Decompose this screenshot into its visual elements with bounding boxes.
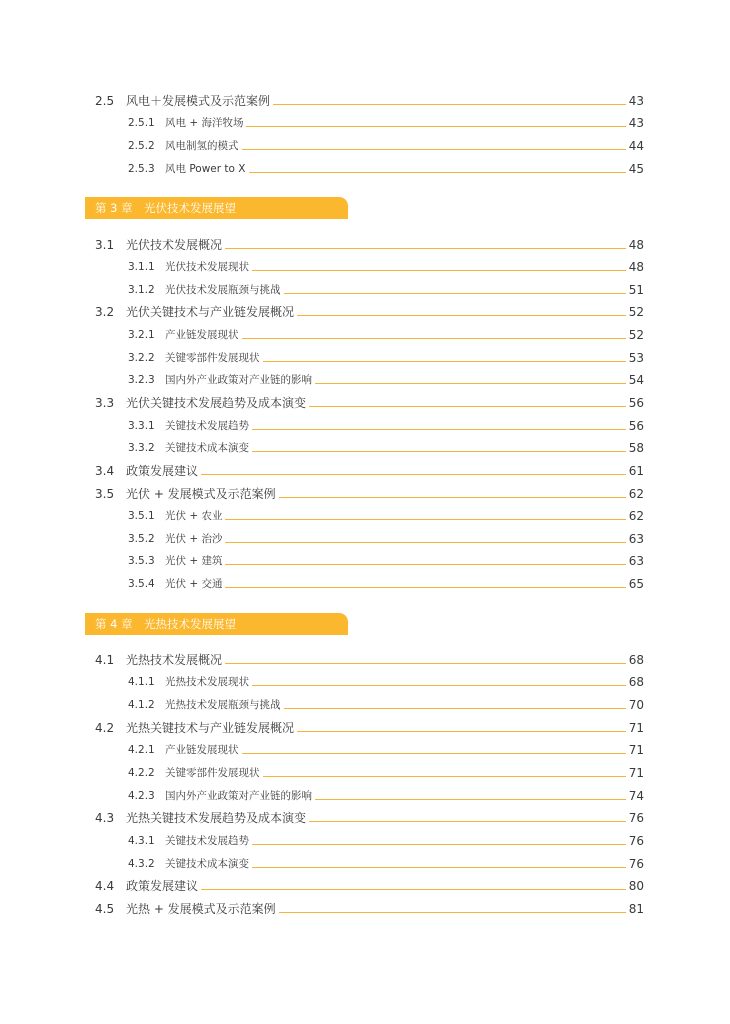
toc-subsection-entry[interactable] xyxy=(0,137,730,155)
chapter-number: 第 3 章 xyxy=(95,201,133,215)
entry-page-number: 62 xyxy=(628,487,644,501)
entry-number: 4.3.1 xyxy=(128,835,155,847)
dot-leader xyxy=(315,799,626,800)
toc-subsection-entry[interactable] xyxy=(0,349,730,367)
entry-number: 3.5.2 xyxy=(128,533,155,545)
entry-number: 3.1 xyxy=(95,238,115,252)
entry-number: 3.3 xyxy=(95,396,115,410)
entry-title: 国内外产业政策对产业链的影响 xyxy=(165,374,312,386)
entry-page-number: 48 xyxy=(628,260,644,274)
entry-page-number: 61 xyxy=(628,464,644,478)
dot-leader xyxy=(297,315,626,316)
entry-number: 4.1.2 xyxy=(128,699,155,711)
entry-title: 光伏技术发展概况 xyxy=(126,238,223,252)
toc-subsection-entry[interactable] xyxy=(0,741,730,759)
entry-page-number: 74 xyxy=(628,789,644,803)
entry-page-number: 53 xyxy=(628,351,644,365)
entry-number: 3.1.2 xyxy=(128,284,155,296)
entry-number: 4.3.2 xyxy=(128,858,155,870)
entry-number: 4.5 xyxy=(95,902,115,916)
toc-section-entry[interactable] xyxy=(0,809,730,827)
entry-page-number: 56 xyxy=(628,396,644,410)
entry-page-number: 76 xyxy=(628,811,644,825)
dot-leader xyxy=(252,685,626,686)
entry-title: 国内外产业政策对产业链的影响 xyxy=(165,790,312,802)
dot-leader xyxy=(279,497,626,498)
toc-section-entry[interactable] xyxy=(0,303,730,321)
entry-number: 4.2.3 xyxy=(128,790,155,802)
entry-page-number: 44 xyxy=(628,139,644,153)
entry-page-number: 43 xyxy=(628,94,644,108)
entry-number: 2.5.1 xyxy=(128,117,155,129)
entry-page-number: 51 xyxy=(628,283,644,297)
chapter-banner xyxy=(85,197,348,219)
dot-leader xyxy=(309,406,626,407)
dot-leader xyxy=(252,844,626,845)
entry-title: 光热关键技术与产业链发展概况 xyxy=(126,721,295,735)
dot-leader xyxy=(252,429,626,430)
entry-title: 风电制氢的模式 xyxy=(165,140,239,152)
entry-number: 3.2.2 xyxy=(128,352,155,364)
toc-subsection-entry[interactable] xyxy=(0,764,730,782)
toc-section-entry[interactable] xyxy=(0,462,730,480)
dot-leader xyxy=(284,708,626,709)
entry-title: 光伏 + 治沙 xyxy=(165,533,223,545)
toc-section-entry[interactable] xyxy=(0,877,730,895)
entry-number: 2.5 xyxy=(95,94,115,108)
entry-number: 3.5 xyxy=(95,487,115,501)
entry-number: 4.2 xyxy=(95,721,115,735)
entry-number: 3.2.3 xyxy=(128,374,155,386)
entry-page-number: 65 xyxy=(628,577,644,591)
toc-section-entry[interactable] xyxy=(0,651,730,669)
entry-title: 关键技术发展趋势 xyxy=(165,835,249,847)
entry-title: 光热关键技术发展趋势及成本演变 xyxy=(126,811,307,825)
entry-page-number: 76 xyxy=(628,834,644,848)
entry-title: 关键零部件发展现状 xyxy=(165,352,260,364)
dot-leader xyxy=(249,172,626,173)
dot-leader xyxy=(273,104,626,105)
entry-title: 光伏技术发展现状 xyxy=(165,261,249,273)
dot-leader xyxy=(225,248,626,249)
dot-leader xyxy=(242,149,626,150)
entry-title: 关键技术发展趋势 xyxy=(165,420,249,432)
entry-number: 3.3.2 xyxy=(128,442,155,454)
entry-title: 风电＋发展模式及示范案例 xyxy=(126,94,271,108)
entry-title: 光伏 + 交通 xyxy=(165,578,223,590)
toc-subsection-entry[interactable] xyxy=(0,160,730,178)
dot-leader xyxy=(201,889,626,890)
entry-page-number: 68 xyxy=(628,653,644,667)
toc-section-entry[interactable] xyxy=(0,394,730,412)
entry-page-number: 45 xyxy=(628,162,644,176)
chapter-title: 光热技术发展展望 xyxy=(144,617,236,631)
entry-page-number: 52 xyxy=(628,328,644,342)
toc-section-entry[interactable] xyxy=(0,485,730,503)
entry-page-number: 63 xyxy=(628,554,644,568)
chapter-number: 第 4 章 xyxy=(95,617,133,631)
toc-subsection-entry[interactable] xyxy=(0,114,730,132)
entry-number: 2.5.3 xyxy=(128,163,155,175)
dot-leader xyxy=(225,663,626,664)
dot-leader xyxy=(246,126,626,127)
entry-number: 3.4 xyxy=(95,464,115,478)
entry-title: 光伏关键技术发展趋势及成本演变 xyxy=(126,396,307,410)
entry-number: 3.2.1 xyxy=(128,329,155,341)
entry-number: 4.1.1 xyxy=(128,676,155,688)
entry-title: 光伏关键技术与产业链发展概况 xyxy=(126,305,295,319)
dot-leader xyxy=(242,753,626,754)
entry-title: 光伏 + 建筑 xyxy=(165,555,223,567)
entry-title: 关键技术成本演变 xyxy=(165,442,249,454)
dot-leader xyxy=(284,293,626,294)
dot-leader xyxy=(201,474,626,475)
entry-page-number: 71 xyxy=(628,766,644,780)
entry-page-number: 48 xyxy=(628,238,644,252)
toc-subsection-entry[interactable] xyxy=(0,552,730,570)
chapter-title: 光伏技术发展展望 xyxy=(144,201,236,215)
entry-page-number: 54 xyxy=(628,373,644,387)
entry-number: 3.2 xyxy=(95,305,115,319)
dot-leader xyxy=(252,451,626,452)
entry-page-number: 76 xyxy=(628,857,644,871)
entry-title: 政策发展建议 xyxy=(126,464,199,478)
entry-title: 光热技术发展现状 xyxy=(165,676,249,688)
toc-subsection-entry[interactable] xyxy=(0,439,730,457)
entry-title: 光热技术发展概况 xyxy=(126,653,223,667)
toc-subsection-entry[interactable] xyxy=(0,787,730,805)
entry-title: 政策发展建议 xyxy=(126,879,199,893)
entry-number: 3.3.1 xyxy=(128,420,155,432)
entry-title: 光伏技术发展瓶颈与挑战 xyxy=(165,284,281,296)
chapter-banner xyxy=(85,613,348,635)
entry-title: 产业链发展现状 xyxy=(165,744,239,756)
entry-title: 光伏 + 农业 xyxy=(165,510,223,522)
dot-leader xyxy=(297,731,626,732)
dot-leader xyxy=(252,270,626,271)
entry-number: 3.5.1 xyxy=(128,510,155,522)
entry-title: 光热技术发展瓶颈与挑战 xyxy=(165,699,281,711)
entry-title: 风电 + 海洋牧场 xyxy=(165,117,244,129)
entry-page-number: 81 xyxy=(628,902,644,916)
toc-section-entry[interactable] xyxy=(0,236,730,254)
toc-subsection-entry[interactable] xyxy=(0,855,730,873)
toc-subsection-entry[interactable] xyxy=(0,371,730,389)
toc-subsection-entry[interactable] xyxy=(0,530,730,548)
toc-subsection-entry[interactable] xyxy=(0,507,730,525)
dot-leader xyxy=(225,519,626,520)
entry-title: 光热 + 发展模式及示范案例 xyxy=(126,902,276,916)
entry-number: 3.1.1 xyxy=(128,261,155,273)
entry-number: 2.5.2 xyxy=(128,140,155,152)
entry-title: 风电 Power to X xyxy=(165,163,246,175)
entry-page-number: 43 xyxy=(628,116,644,130)
entry-page-number: 71 xyxy=(628,721,644,735)
entry-page-number: 80 xyxy=(628,879,644,893)
entry-page-number: 62 xyxy=(628,509,644,523)
dot-leader xyxy=(315,383,626,384)
toc-subsection-entry[interactable] xyxy=(0,832,730,850)
toc-subsection-entry[interactable] xyxy=(0,258,730,276)
dot-leader xyxy=(225,564,626,565)
toc-subsection-entry[interactable] xyxy=(0,281,730,299)
entry-page-number: 71 xyxy=(628,743,644,757)
entry-number: 4.4 xyxy=(95,879,115,893)
entry-title: 光伏 + 发展模式及示范案例 xyxy=(126,487,276,501)
entry-number: 3.5.4 xyxy=(128,578,155,590)
dot-leader xyxy=(263,361,626,362)
entry-page-number: 70 xyxy=(628,698,644,712)
toc-section-entry[interactable] xyxy=(0,900,730,918)
dot-leader xyxy=(225,587,626,588)
toc-subsection-entry[interactable] xyxy=(0,326,730,344)
entry-title: 产业链发展现状 xyxy=(165,329,239,341)
toc-section-entry[interactable] xyxy=(0,719,730,737)
entry-page-number: 56 xyxy=(628,419,644,433)
toc-section-entry[interactable] xyxy=(0,92,730,110)
entry-number: 4.2.1 xyxy=(128,744,155,756)
dot-leader xyxy=(225,542,626,543)
dot-leader xyxy=(252,867,626,868)
entry-number: 4.3 xyxy=(95,811,115,825)
dot-leader xyxy=(279,912,626,913)
toc-subsection-entry[interactable] xyxy=(0,673,730,691)
toc-subsection-entry[interactable] xyxy=(0,417,730,435)
entry-page-number: 52 xyxy=(628,305,644,319)
entry-page-number: 68 xyxy=(628,675,644,689)
toc-subsection-entry[interactable] xyxy=(0,696,730,714)
entry-page-number: 63 xyxy=(628,532,644,546)
dot-leader xyxy=(263,776,626,777)
dot-leader xyxy=(309,821,626,822)
dot-leader xyxy=(242,338,626,339)
entry-number: 4.1 xyxy=(95,653,115,667)
entry-title: 关键零部件发展现状 xyxy=(165,767,260,779)
entry-title: 关键技术成本演变 xyxy=(165,858,249,870)
entry-number: 3.5.3 xyxy=(128,555,155,567)
toc-subsection-entry[interactable] xyxy=(0,575,730,593)
entry-number: 4.2.2 xyxy=(128,767,155,779)
entry-page-number: 58 xyxy=(628,441,644,455)
